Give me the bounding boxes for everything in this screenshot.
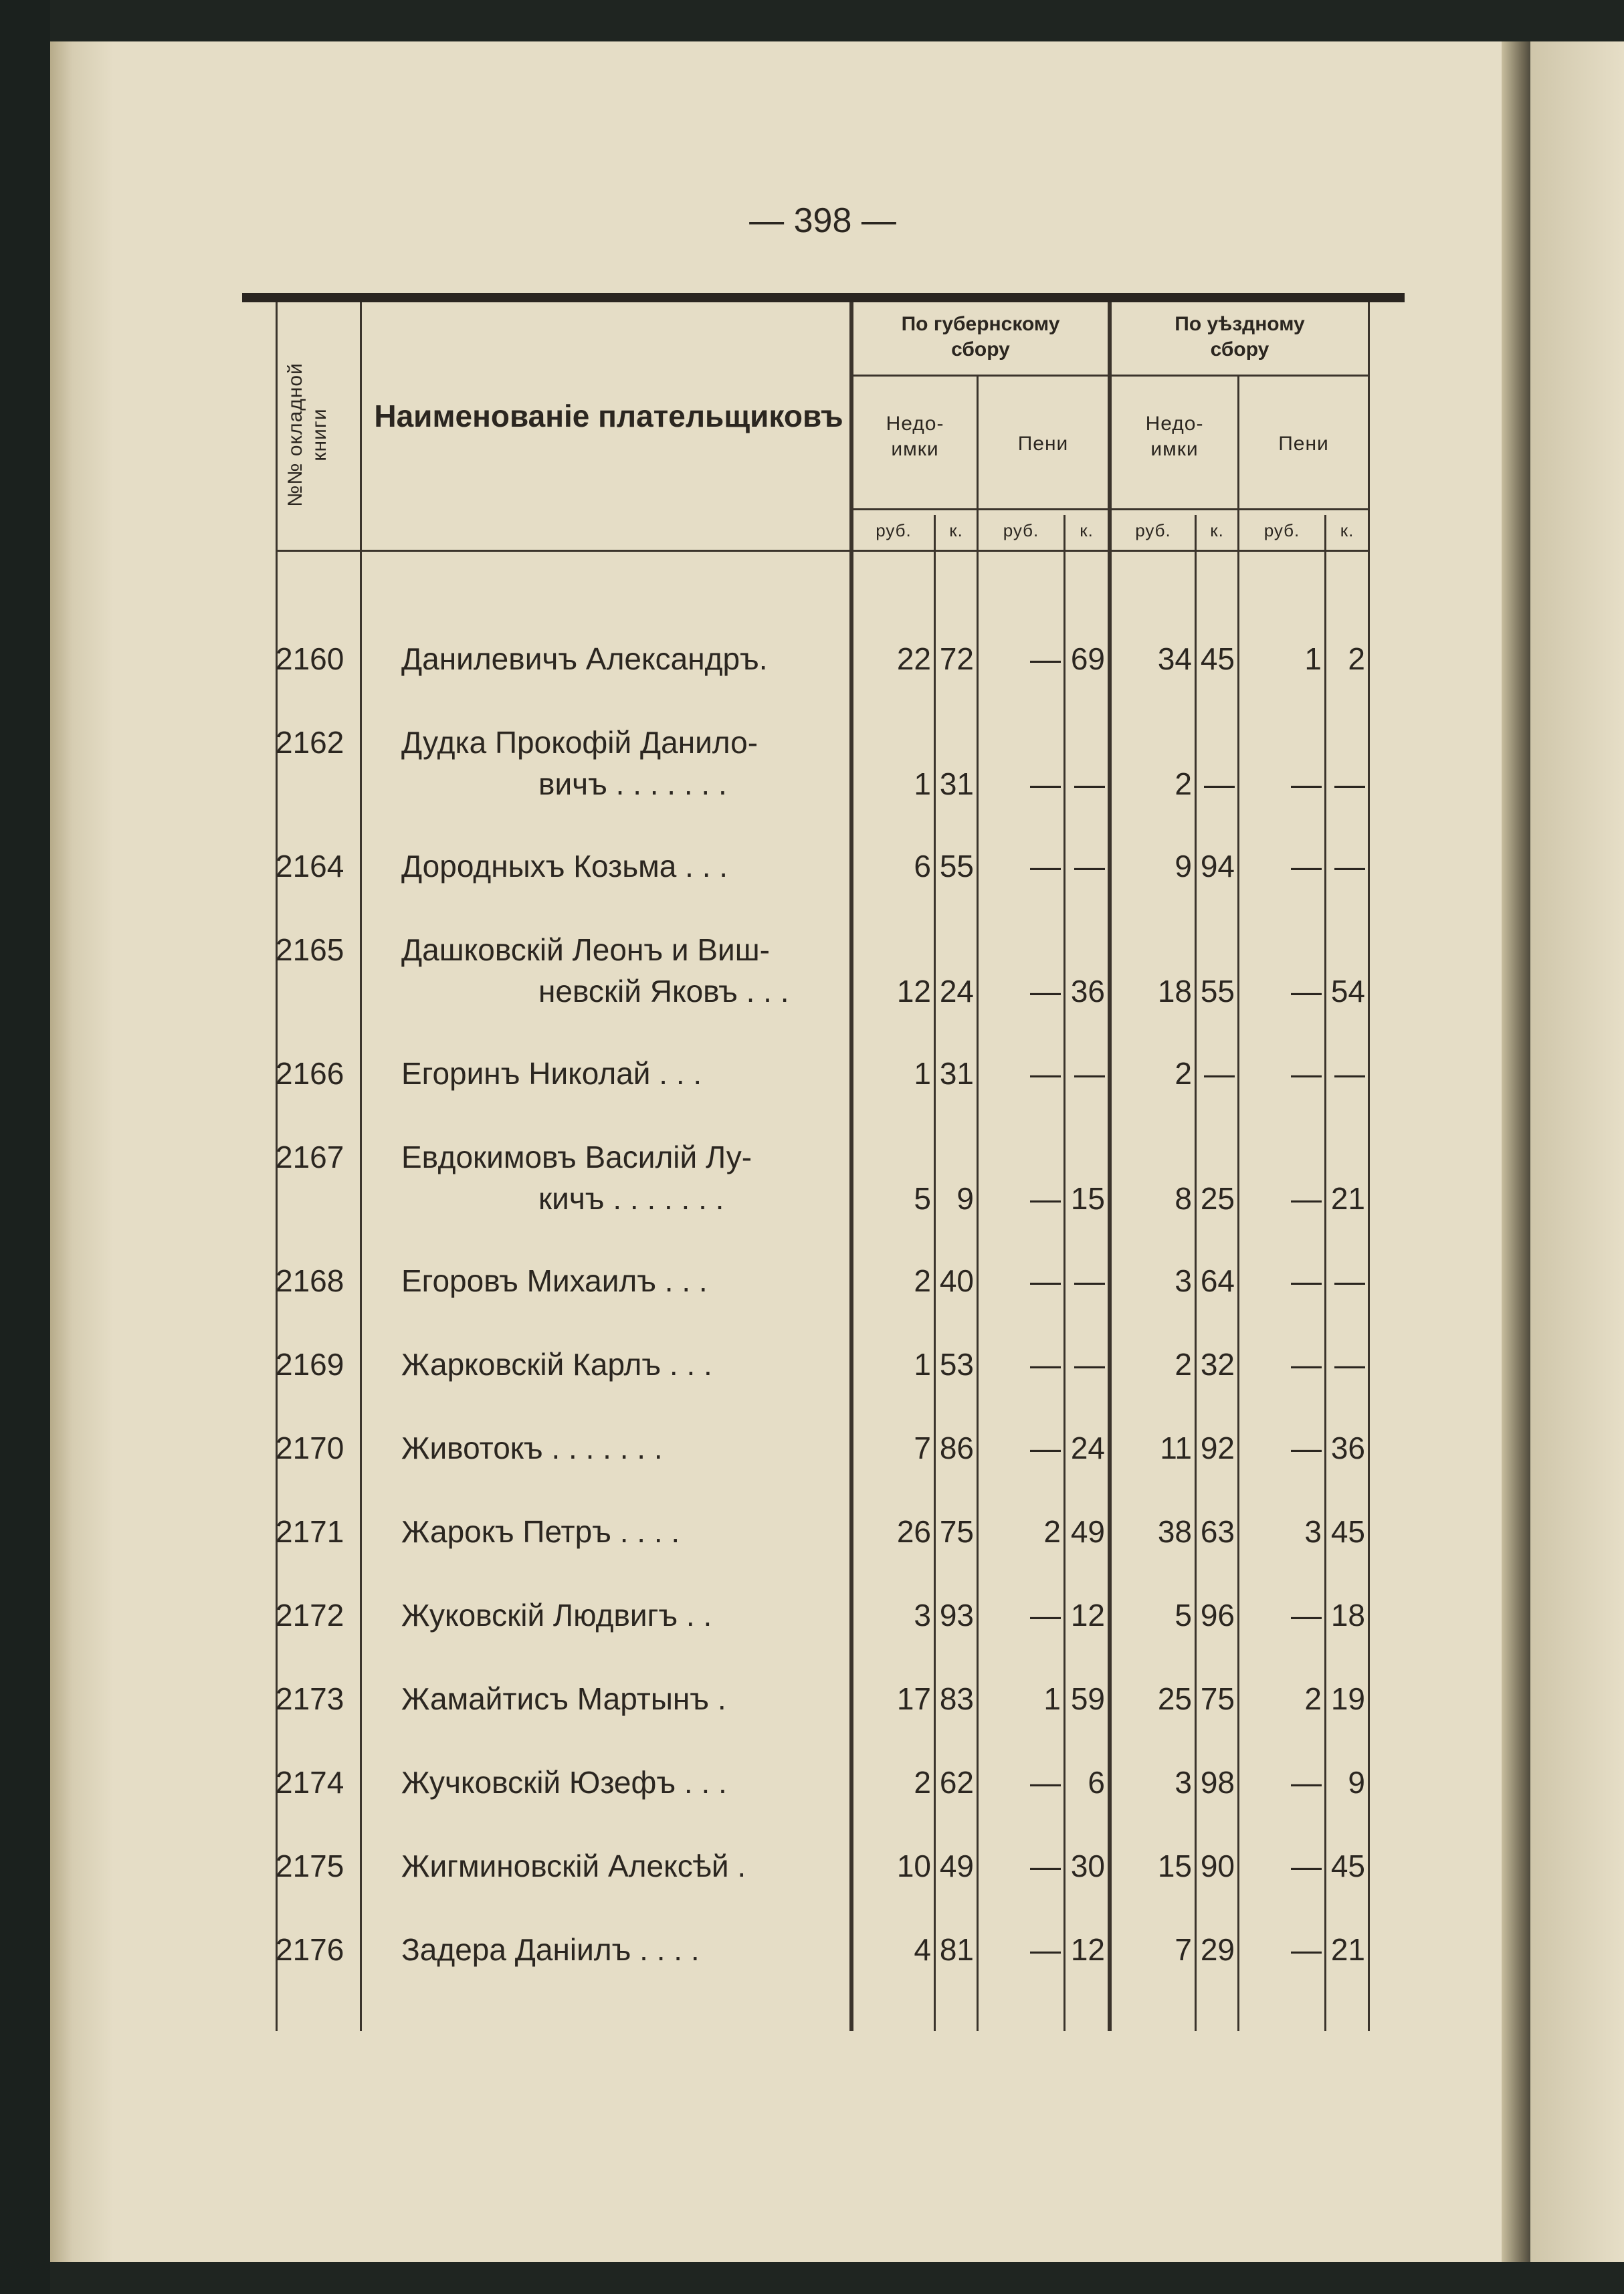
table-border-right bbox=[1368, 302, 1370, 2031]
amount-gr: 2 bbox=[914, 1263, 931, 1298]
amount-gr: 17 bbox=[896, 1681, 931, 1716]
amount-upk: — bbox=[1334, 766, 1365, 801]
amount-uk: — bbox=[1204, 1056, 1235, 1091]
amount-gr: 5 bbox=[914, 1181, 931, 1216]
book-number: 2165 bbox=[276, 932, 344, 967]
amount-uk: 29 bbox=[1200, 1932, 1235, 1967]
amount-gpk: — bbox=[1074, 766, 1105, 801]
group-header-provincial: По губернскому сбору bbox=[901, 313, 1060, 360]
amount-gpk: 36 bbox=[1070, 974, 1105, 1009]
amount-upr: — bbox=[1291, 849, 1322, 883]
amount-gpr: 2 bbox=[1043, 1514, 1061, 1549]
amount-uk: 94 bbox=[1200, 849, 1235, 883]
amount-ur: 34 bbox=[1157, 641, 1192, 676]
group-header-rule bbox=[849, 375, 1368, 377]
amount-gpr: — bbox=[1030, 641, 1061, 676]
col-header-number: №№ окладной книги bbox=[284, 362, 330, 507]
book-number: 2170 bbox=[276, 1431, 344, 1465]
amount-upr: — bbox=[1291, 1431, 1322, 1465]
amount-ur: 11 bbox=[1160, 1431, 1192, 1465]
background bbox=[0, 0, 50, 2294]
payer-name: Егоринъ Николай . . . bbox=[401, 1056, 702, 1091]
amount-upr: — bbox=[1291, 1598, 1322, 1633]
amount-gk: 81 bbox=[939, 1932, 974, 1967]
amount-uk: 63 bbox=[1200, 1514, 1235, 1549]
amount-gpr: — bbox=[1030, 1431, 1061, 1465]
amount-ur: 15 bbox=[1157, 1849, 1192, 1883]
book-number: 2162 bbox=[276, 725, 344, 760]
amount-gpr: — bbox=[1030, 1347, 1061, 1382]
amount-ur: 18 bbox=[1157, 974, 1192, 1009]
book-number: 2171 bbox=[276, 1514, 344, 1549]
amount-gr: 1 bbox=[914, 1056, 931, 1091]
amount-gpk: — bbox=[1074, 1347, 1105, 1382]
amount-gk: 93 bbox=[939, 1598, 974, 1633]
amount-upk: 45 bbox=[1330, 1514, 1365, 1549]
amount-gpk: — bbox=[1074, 1056, 1105, 1091]
amount-gpr: 1 bbox=[1043, 1681, 1061, 1716]
book-number: 2167 bbox=[276, 1140, 344, 1174]
unit-label: руб. bbox=[1263, 520, 1300, 540]
amount-gpk: — bbox=[1074, 1263, 1105, 1298]
amount-upr: — bbox=[1291, 1932, 1322, 1967]
payer-name: Задера Даніилъ . . . . bbox=[401, 1932, 700, 1967]
page-edge bbox=[50, 41, 114, 2262]
amount-upk: 21 bbox=[1330, 1932, 1365, 1967]
amount-upr: — bbox=[1291, 766, 1322, 801]
amount-ur: 3 bbox=[1175, 1263, 1192, 1298]
amount-uk: 75 bbox=[1200, 1681, 1235, 1716]
amount-gr: 6 bbox=[914, 849, 931, 883]
amount-gpr: — bbox=[1030, 1598, 1061, 1633]
amount-gk: 31 bbox=[939, 1056, 974, 1091]
payer-name: Дашковскій Леонъ и Виш- bbox=[401, 932, 770, 967]
amount-gpk: 69 bbox=[1070, 641, 1105, 676]
subheader-arrears: Недо- имки bbox=[1145, 413, 1204, 460]
amount-upk: 19 bbox=[1330, 1681, 1365, 1716]
unit-header-rule bbox=[849, 508, 1368, 510]
amount-upk: 2 bbox=[1348, 641, 1365, 676]
unit-label: к. bbox=[1210, 520, 1224, 540]
book-number: 2172 bbox=[276, 1598, 344, 1633]
amount-uk: — bbox=[1204, 766, 1235, 801]
amount-gpk: 49 bbox=[1070, 1514, 1105, 1549]
amount-ur: 25 bbox=[1157, 1681, 1192, 1716]
subheader-arrears: Недо- имки bbox=[886, 413, 944, 460]
payer-name: Жучковскій Юзефъ . . . bbox=[401, 1765, 727, 1800]
col-header-name: Наименованіе плательщиковъ bbox=[374, 399, 843, 433]
amount-gpr: — bbox=[1030, 1932, 1061, 1967]
amount-upk: 54 bbox=[1330, 974, 1365, 1009]
amount-gpk: 12 bbox=[1070, 1598, 1105, 1633]
amount-ur: 2 bbox=[1175, 766, 1192, 801]
amount-ur: 5 bbox=[1175, 1598, 1192, 1633]
unit-label: руб. bbox=[1003, 520, 1039, 540]
amount-upr: — bbox=[1291, 1347, 1322, 1382]
amount-uk: 64 bbox=[1200, 1263, 1235, 1298]
amount-gk: 83 bbox=[939, 1681, 974, 1716]
amount-gr: 4 bbox=[914, 1932, 931, 1967]
amount-gpr: — bbox=[1030, 1056, 1061, 1091]
amount-uk: 98 bbox=[1200, 1765, 1235, 1800]
table-top-rule bbox=[242, 293, 1405, 302]
amount-gk: 9 bbox=[956, 1181, 974, 1216]
amount-uk: 92 bbox=[1200, 1431, 1235, 1465]
amount-gk: 55 bbox=[939, 849, 974, 883]
amount-upr: — bbox=[1291, 1056, 1322, 1091]
amount-gr: 7 bbox=[914, 1431, 931, 1465]
amount-ur: 7 bbox=[1175, 1932, 1192, 1967]
group-header-district: По уѣздному сбору bbox=[1175, 313, 1305, 360]
amount-gk: 31 bbox=[939, 766, 974, 801]
amount-upk: 9 bbox=[1348, 1765, 1365, 1800]
amount-upk: — bbox=[1334, 1347, 1365, 1382]
amount-gr: 1 bbox=[914, 766, 931, 801]
unit-label: к. bbox=[1080, 520, 1094, 540]
header-bottom-rule bbox=[276, 550, 1370, 552]
amount-gk: 75 bbox=[939, 1514, 974, 1549]
subheader-penalty: Пени bbox=[1017, 433, 1069, 455]
amount-upk: — bbox=[1334, 849, 1365, 883]
amount-uk: 55 bbox=[1200, 974, 1235, 1009]
amount-ur: 2 bbox=[1175, 1347, 1192, 1382]
amount-gpr: — bbox=[1030, 1765, 1061, 1800]
amount-gpk: 30 bbox=[1070, 1849, 1105, 1883]
book-number: 2175 bbox=[276, 1849, 344, 1883]
amount-upr: — bbox=[1291, 974, 1322, 1009]
next-page-edge bbox=[1530, 41, 1624, 2262]
payer-name: Дудка Прокофій Данило- bbox=[401, 725, 758, 760]
book-number: 2160 bbox=[276, 641, 344, 676]
amount-ur: 2 bbox=[1175, 1056, 1192, 1091]
payer-name: Жуковскій Людвигъ . . bbox=[401, 1598, 712, 1633]
subheader-penalty: Пени bbox=[1278, 433, 1329, 455]
book-number: 2176 bbox=[276, 1932, 344, 1967]
amount-gpr: — bbox=[1030, 766, 1061, 801]
amount-gpr: — bbox=[1030, 1849, 1061, 1883]
payer-name: Жарковскій Карлъ . . . bbox=[401, 1347, 712, 1382]
column-divider bbox=[1195, 515, 1197, 2031]
amount-upr: — bbox=[1291, 1181, 1322, 1216]
column-divider bbox=[360, 302, 362, 2031]
amount-gr: 3 bbox=[914, 1598, 931, 1633]
book-number: 2164 bbox=[276, 849, 344, 883]
column-divider bbox=[1063, 515, 1065, 2031]
amount-gpk: 6 bbox=[1088, 1765, 1105, 1800]
amount-gpk: — bbox=[1074, 849, 1105, 883]
amount-gk: 72 bbox=[939, 641, 974, 676]
amount-uk: 96 bbox=[1200, 1598, 1235, 1633]
amount-ur: 3 bbox=[1175, 1765, 1192, 1800]
amount-upr: — bbox=[1291, 1263, 1322, 1298]
amount-gpr: — bbox=[1030, 974, 1061, 1009]
unit-label: руб. bbox=[1135, 520, 1171, 540]
payer-name: Жарокъ Петръ . . . . bbox=[401, 1514, 680, 1549]
amount-gk: 40 bbox=[939, 1263, 974, 1298]
unit-label: к. bbox=[949, 520, 963, 540]
amount-upk: 18 bbox=[1330, 1598, 1365, 1633]
amount-ur: 38 bbox=[1157, 1514, 1192, 1549]
amount-ur: 8 bbox=[1175, 1181, 1192, 1216]
amount-upr: 3 bbox=[1304, 1514, 1322, 1549]
book-number: 2169 bbox=[276, 1347, 344, 1382]
payer-name: Животокъ . . . . . . . bbox=[401, 1431, 663, 1465]
amount-gpk: 24 bbox=[1070, 1431, 1105, 1465]
amount-upr: — bbox=[1291, 1765, 1322, 1800]
amount-ur: 9 bbox=[1175, 849, 1192, 883]
payer-name-cont: невскій Яковъ . . . bbox=[538, 974, 789, 1009]
amount-gk: 24 bbox=[939, 974, 974, 1009]
book-number: 2174 bbox=[276, 1765, 344, 1800]
amount-upk: 36 bbox=[1330, 1431, 1365, 1465]
amount-gk: 53 bbox=[939, 1347, 974, 1382]
amount-uk: 25 bbox=[1200, 1181, 1235, 1216]
payer-name: Данилевичъ Александръ. bbox=[401, 641, 768, 676]
amount-upk: — bbox=[1334, 1056, 1365, 1091]
payer-name-cont: вичъ . . . . . . . bbox=[538, 766, 727, 801]
payer-name: Дородныхъ Козьма . . . bbox=[401, 849, 728, 883]
amount-gpr: — bbox=[1030, 1181, 1061, 1216]
unit-label: руб. bbox=[876, 520, 912, 540]
amount-gpk: 59 bbox=[1070, 1681, 1105, 1716]
amount-gr: 2 bbox=[914, 1765, 931, 1800]
amount-upk: 21 bbox=[1330, 1181, 1365, 1216]
amount-gk: 49 bbox=[939, 1849, 974, 1883]
amount-upk: 45 bbox=[1330, 1849, 1365, 1883]
amount-gr: 26 bbox=[896, 1514, 931, 1549]
amount-gpr: — bbox=[1030, 1263, 1061, 1298]
payer-name: Жамайтисъ Мартынъ . bbox=[401, 1681, 726, 1716]
amount-uk: 32 bbox=[1200, 1347, 1235, 1382]
column-divider bbox=[1324, 515, 1326, 2031]
amount-uk: 45 bbox=[1200, 641, 1235, 676]
amount-gr: 22 bbox=[896, 641, 931, 676]
payer-name: Жигминовскій Алексѣй . bbox=[401, 1849, 746, 1883]
amount-upr: — bbox=[1291, 1849, 1322, 1883]
amount-gpk: 15 bbox=[1070, 1181, 1105, 1216]
column-divider bbox=[934, 515, 936, 2031]
amount-uk: 90 bbox=[1200, 1849, 1235, 1883]
payer-name-cont: кичъ . . . . . . . bbox=[538, 1181, 724, 1216]
unit-label: к. bbox=[1340, 520, 1354, 540]
book-number: 2168 bbox=[276, 1263, 344, 1298]
amount-gr: 1 bbox=[914, 1347, 931, 1382]
amount-gpk: 12 bbox=[1070, 1932, 1105, 1967]
amount-gk: 62 bbox=[939, 1765, 974, 1800]
page-number: — 398 — bbox=[749, 201, 896, 240]
amount-gr: 10 bbox=[896, 1849, 931, 1883]
amount-upr: 2 bbox=[1304, 1681, 1322, 1716]
payer-name: Егоровъ Михаилъ . . . bbox=[401, 1263, 708, 1298]
amount-upr: 1 bbox=[1304, 641, 1322, 676]
amount-upk: — bbox=[1334, 1263, 1365, 1298]
amount-gpr: — bbox=[1030, 849, 1061, 883]
amount-gr: 12 bbox=[896, 974, 931, 1009]
amount-gk: 86 bbox=[939, 1431, 974, 1465]
book-number: 2166 bbox=[276, 1056, 344, 1091]
payer-name: Евдокимовъ Василій Лу- bbox=[401, 1140, 752, 1174]
book-number: 2173 bbox=[276, 1681, 344, 1716]
